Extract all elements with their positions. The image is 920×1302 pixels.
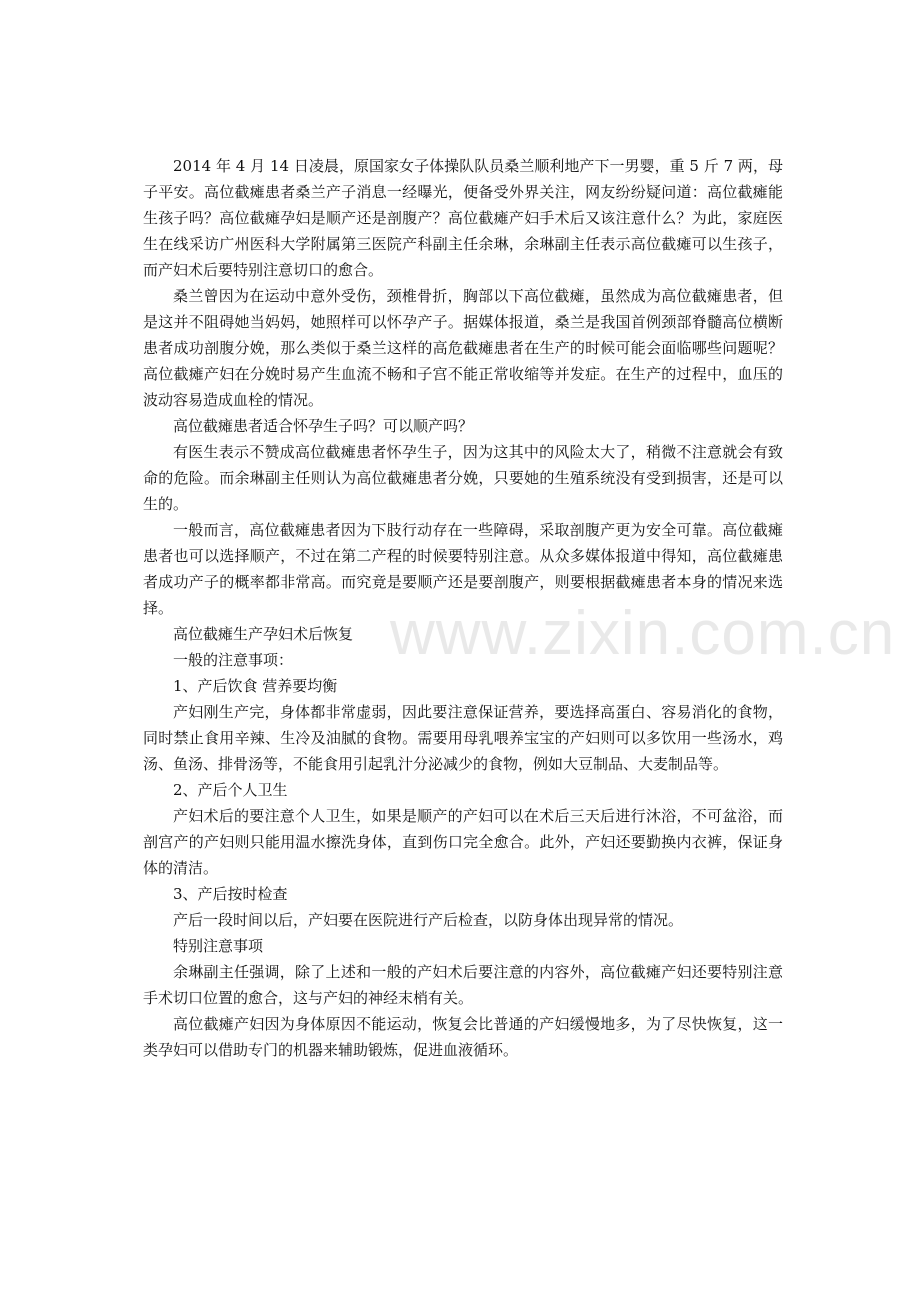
paragraph-background: 桑兰曾因为在运动中意外受伤，颈椎骨折，胸部以下高位截瘫，虽然成为高位截瘫患者，但是这并不阻碍她当妈妈，她照样可以怀孕产子。据媒体报道，桑兰是我国首例颈部脊髓高位横断患者成功剖腹分娩，那么类似于桑兰这样的高危截瘫患者在生产的时候可能会面临哪些问题呢？高位截瘫产妇在分娩时易产生血流不畅和子宫不能正常收缩等并发症。在生产的过程中，血压的波动容易造成血栓的情况。	[143, 287, 783, 409]
paragraph-incision: 余琳副主任强调，除了上述和一般的产妇术后要注意的内容外，高位截瘫产妇还要特别注意手术切口位置的愈合，这与产妇的神经末梢有关。	[143, 963, 783, 1007]
paragraph-checkup: 产后一段时间以后，产妇要在医院进行产后检查，以防身体出现异常的情况。	[173, 911, 684, 929]
section-special-notes-heading: 特别注意事项	[173, 937, 264, 955]
section-question-heading: 高位截瘫患者适合怀孕生子吗？可以顺产吗？	[173, 417, 474, 435]
paragraph-diet: 产妇刚生产完，身体都非常虚弱，因此要注意保证营养，要选择高蛋白、容易消化的食物，同时禁止食用辛辣、生冷及油腻的食物。需要用母乳喂养宝宝的产妇则可以多饮用一些汤水，鸡汤、鱼汤、排骨汤等，不能食用引起乳汁分泌减少的食物，例如大豆制品、大麦制品等。	[143, 703, 783, 773]
paragraph-exercise: 高位截瘫产妇因为身体原因不能运动，恢复会比普通的产妇缓慢地多，为了尽快恢复，这一类孕妇可以借助专门的机器来辅助锻炼，促进血液循环。	[143, 1015, 783, 1059]
document-body	[143, 153, 783, 1063]
section-recovery-heading: 高位截瘫生产孕妇术后恢复	[173, 625, 354, 643]
section-general-notes-heading: 一般的注意事项：	[173, 651, 294, 669]
item-diet-heading: 1、产后饮食 营养要均衡	[173, 677, 338, 695]
paragraph-delivery-choice: 一般而言，高位截瘫患者因为下肢行动存在一些障碍，采取剖腹产更为安全可靠。高位截瘫患者也可以选择顺产，不过在第二产程的时候要特别注意。从众多媒体报道中得知，高位截瘫患者成功产子的概率都非常高。而究竟是要顺产还是要剖腹产，则要根据截瘫患者本身的情况来选择。	[143, 521, 783, 617]
item-checkup-heading: 3、产后按时检查	[173, 885, 288, 903]
paragraph-hygiene: 产妇术后的要注意个人卫生，如果是顺产的产妇可以在术后三天后进行沐浴，不可盆浴，而剖宫产的产妇则只能用温水擦洗身体，直到伤口完全愈合。此外，产妇还要勤换内衣裤，保证身体的清洁。	[143, 807, 783, 877]
paragraph-risk: 有医生表示不赞成高位截瘫患者怀孕生子，因为这其中的风险太大了，稍微不注意就会有致命的危险。而余琳副主任则认为高位截瘫患者分娩，只要她的生殖系统没有受到损害，还是可以生的。	[143, 443, 783, 513]
paragraph-intro: 2014 年 4 月 14 日凌晨，原国家女子体操队队员桑兰顺利地产下一男婴，重 5 斤 7 两，母子平安。高位截瘫患者桑兰产子消息一经曝光，便备受外界关注，网友纷纷疑问道：高位截瘫能生孩子吗？高位截瘫孕妇是顺产还是剖腹产？高位截瘫产妇手术后又该注意什么？为此，家庭医生在线采访广州医科大学附属第三医院产科副主任余琳，余琳副主任表示高位截瘫可以生孩子，而产妇术后要特别注意切口的愈合。	[143, 157, 783, 279]
item-hygiene-heading: 2、产后个人卫生	[173, 781, 288, 799]
watermark: www.zixin.com.cn	[390, 599, 896, 668]
